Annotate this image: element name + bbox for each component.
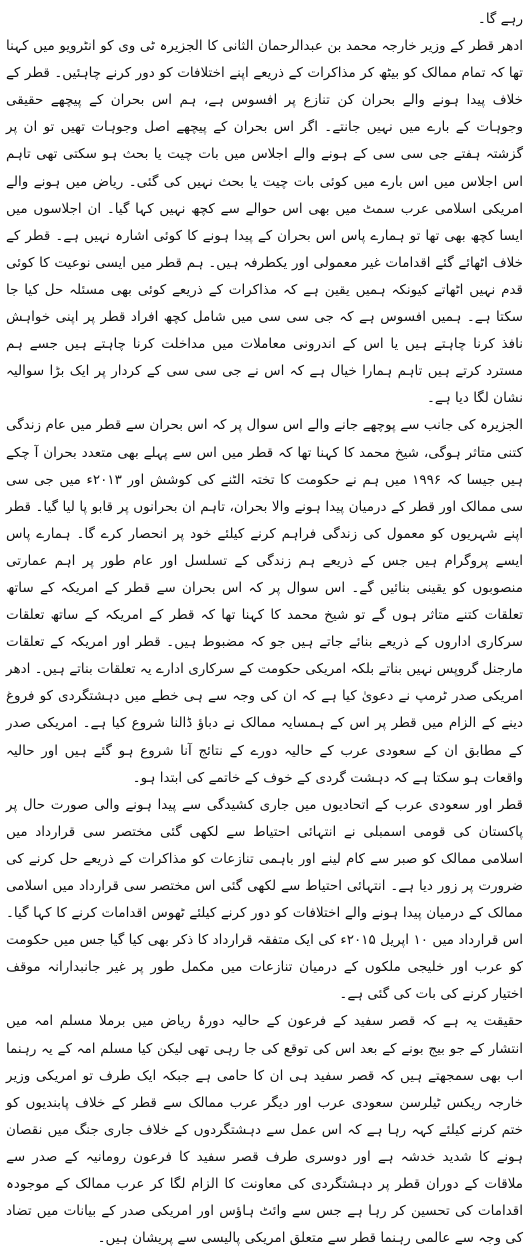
article-paragraph: ادھر قطر کے وزیر خارجہ محمد بن عبدالرحمان الثانی کا الجزیرہ ٹی وی کو انٹرویو میں کہنا تھا کہ تمام ممالک کو بیٹھ کر مذاکرات کے ذریعے اپنے اختلافات کو دور کرنے چاہئیں۔ قطر کے خلاف پیدا ہونے والے بحران کن تنازع پر افسوس ہے، ہم اس بحران کے پیچھے حقیقی وجوہات کے بارے میں نہیں جانتے۔ اگر اس بحران کے پیچھے اصل وجوہات تھیں تو ان پر گزشتہ ہفتے جی سی سی کے ہونے والے اجلاس میں بات چیت یا بحث ہو سکتی تھی تاہم اس اجلاس میں اس بارے میں کوئی بات چیت یا بحث نہیں کی گئی۔ ریاض میں ہونے والے امریکی اسلامی عرب سمٹ میں بھی اس حوالے سے کچھ نہیں کہا گیا۔ ان اجلاسوں میں ایسا کچھ بھی تھا تو ہمارے پاس اس بحران کے پیدا ہونے کا کوئی اشارہ نہیں ہے۔ قطر کے خلاف اٹھائے گئے اقدامات غیر معمولی اور یکطرفہ ہیں۔ ہم قطر میں ایسی نوعیت کا کوئی قدم نہیں اٹھاتے کیونکہ ہمیں یقین ہے کہ مذاکرات کے ذریعے کوئی بھی مسئلہ حل کیا جا سکتا ہے۔ ہمیں افسوس ہے کہ جی سی سی میں شامل کچھ افراد قطر پر اپنی خواہش نافذ کرنا چاہتے ہیں یا اس کے اندرونی معاملات میں مداخلت کرنا چاہتے ہیں جسے ہم مسترد کرتے ہیں تاہم ہمارا خیال ہے کہ اس نے جی سی سی کے کردار پر ایک بڑا سوالیہ نشان لگا دیا ہے۔ <box>6 38 523 407</box>
article-paragraph: الجزیرہ کی جانب سے پوچھے جانے والے اس سوال پر کہ اس بحران سے قطر میں عام زندگی کتنی متاثر ہوگی، شیخ محمد کا کہنا تھا کہ قطر میں اس سے پہلے بھی متعدد بحران آ چکے ہیں جیسا کہ ۱۹۹۶ میں ہم نے حکومت کا تختہ الٹنے کی کوشش اور ۲۰۱۳ء میں جی سی سی ممالک اور قطر کے درمیان پیدا ہونے والا بحران، تاہم ان بحرانوں پر قابو پا لیا گیا۔ قطر اپنے شہریوں کو معمول کی زندگی فراہم کرنے کیلئے خود پر انحصار کرے گا۔ ہمارے پاس ایسے پروگرام ہیں جس کے ذریعے ہم زندگی کے تسلسل اور عام طور پر اہم عمارتی منصوبوں کو یقینی بنائیں گے۔ اس سوال پر کہ اس بحران سے قطر کے امریکہ کے ساتھ تعلقات کتنے متاثر ہوں گے تو شیخ محمد کا کہنا تھا کہ قطر کے امریکہ کے ساتھ تعلقات سرکاری اداروں کے ذریعے بنائے جاتے ہیں جو کہ مضبوط ہیں۔ قطر اور امریکہ کے تعلقات مارجنل گروپس نہیں بناتے بلکہ امریکی حکومت کے سرکاری ادارے یہ تعلقات بناتے ہیں۔ ادھر امریکی صدر ٹرمپ نے دعویٰ کیا ہے کہ ان کی وجہ سے ہی خطے میں دہشتگردی کو فروغ دینے کے الزام میں قطر پر اس کے ہمسایہ ممالک نے دباؤ ڈالنا شروع کیا ہے۔ امریکی صدر کے مطابق ان کے سعودی عرب کے حالیہ دورے کے نتائج آنا شروع ہو گئے ہیں اور حالیہ واقعات ہو سکتا ہے کہ دہشت گردی کے خوف کے خاتمے کی ابتدا ہو۔ <box>6 417 524 786</box>
article-paragraph: حقیقت یہ ہے کہ قصر سفید کے فرعون کے حالیہ دورۂ ریاض میں برملا مسلم امہ میں انتشار کے جو بیج بونے کے بعد اس کی توقع کی جا رہی تھی لیکن کیا مسلم امہ کے یہ رہنما اب بھی سمجھتے ہیں کہ قصر سفید ہی ان کا حامی ہے جبکہ ایک طرف تو امریکی وزیر خارجہ ریکس ٹیلرسن سعودی عرب اور دیگر عرب ممالک سے قطر کے خلاف پابندیوں کو ختم کرنے کیلئے کہہ رہا ہے کہ اس عمل سے دہشتگردوں کے خلاف جاری جنگ میں نقصان ہونے کا شدید خدشہ ہے اور دوسری طرف قصر سفید کا فرعون رومانیہ کے صدر سے ملاقات کے دوران قطر پر دہشتگردی کی معاونت کا الزام لگا کر عرب ممالک کے موجودہ اقدامات کی تحسین کر رہا ہے جس سے وائٹ ہاؤس اور امریکی صدر کے بیانات میں تضاد کی وجہ سے عالمی رہنما قطر سے متعلق امریکی پالیسی سے پریشان ہیں۔ <box>6 1013 523 1247</box>
article-paragraph: قطر اور سعودی عرب کے اتحادیوں میں جاری کشیدگی سے پیدا ہونے والی صورت حال پر پاکستان کی قومی اسمبلی نے انتہائی احتیاط سے لکھی گئی مختصر سی قرارداد میں اسلامی ممالک کو صبر سے کام لینے اور باہمی تنازعات کو مذاکرات کے ذریعے حل کرنے کی ضرورت پر زور دیا ہے۔ انتہائی احتیاط سے لکھی گئی اس مختصر سی قرارداد میں اسلامی ممالک کے درمیان پیدا ہونے والے اختلافات کو دور کرنے کیلئے ٹھوس اقدامات کرنے کا کہا گیا۔ اس قرارداد میں ۱۰ اپریل ۲۰۱۵ء کی ایک متفقہ قرارداد کا ذکر بھی کیا گیا جس میں حکومت کو عرب اور خلیجی ملکوں کے درمیان تنازعات میں مکمل طور پر غیر جانبدارانہ موقف اختیار کرنے کی بات کی گئی ہے۔ <box>6 796 523 1003</box>
lead-fragment: رہے گا۔ <box>477 11 523 27</box>
